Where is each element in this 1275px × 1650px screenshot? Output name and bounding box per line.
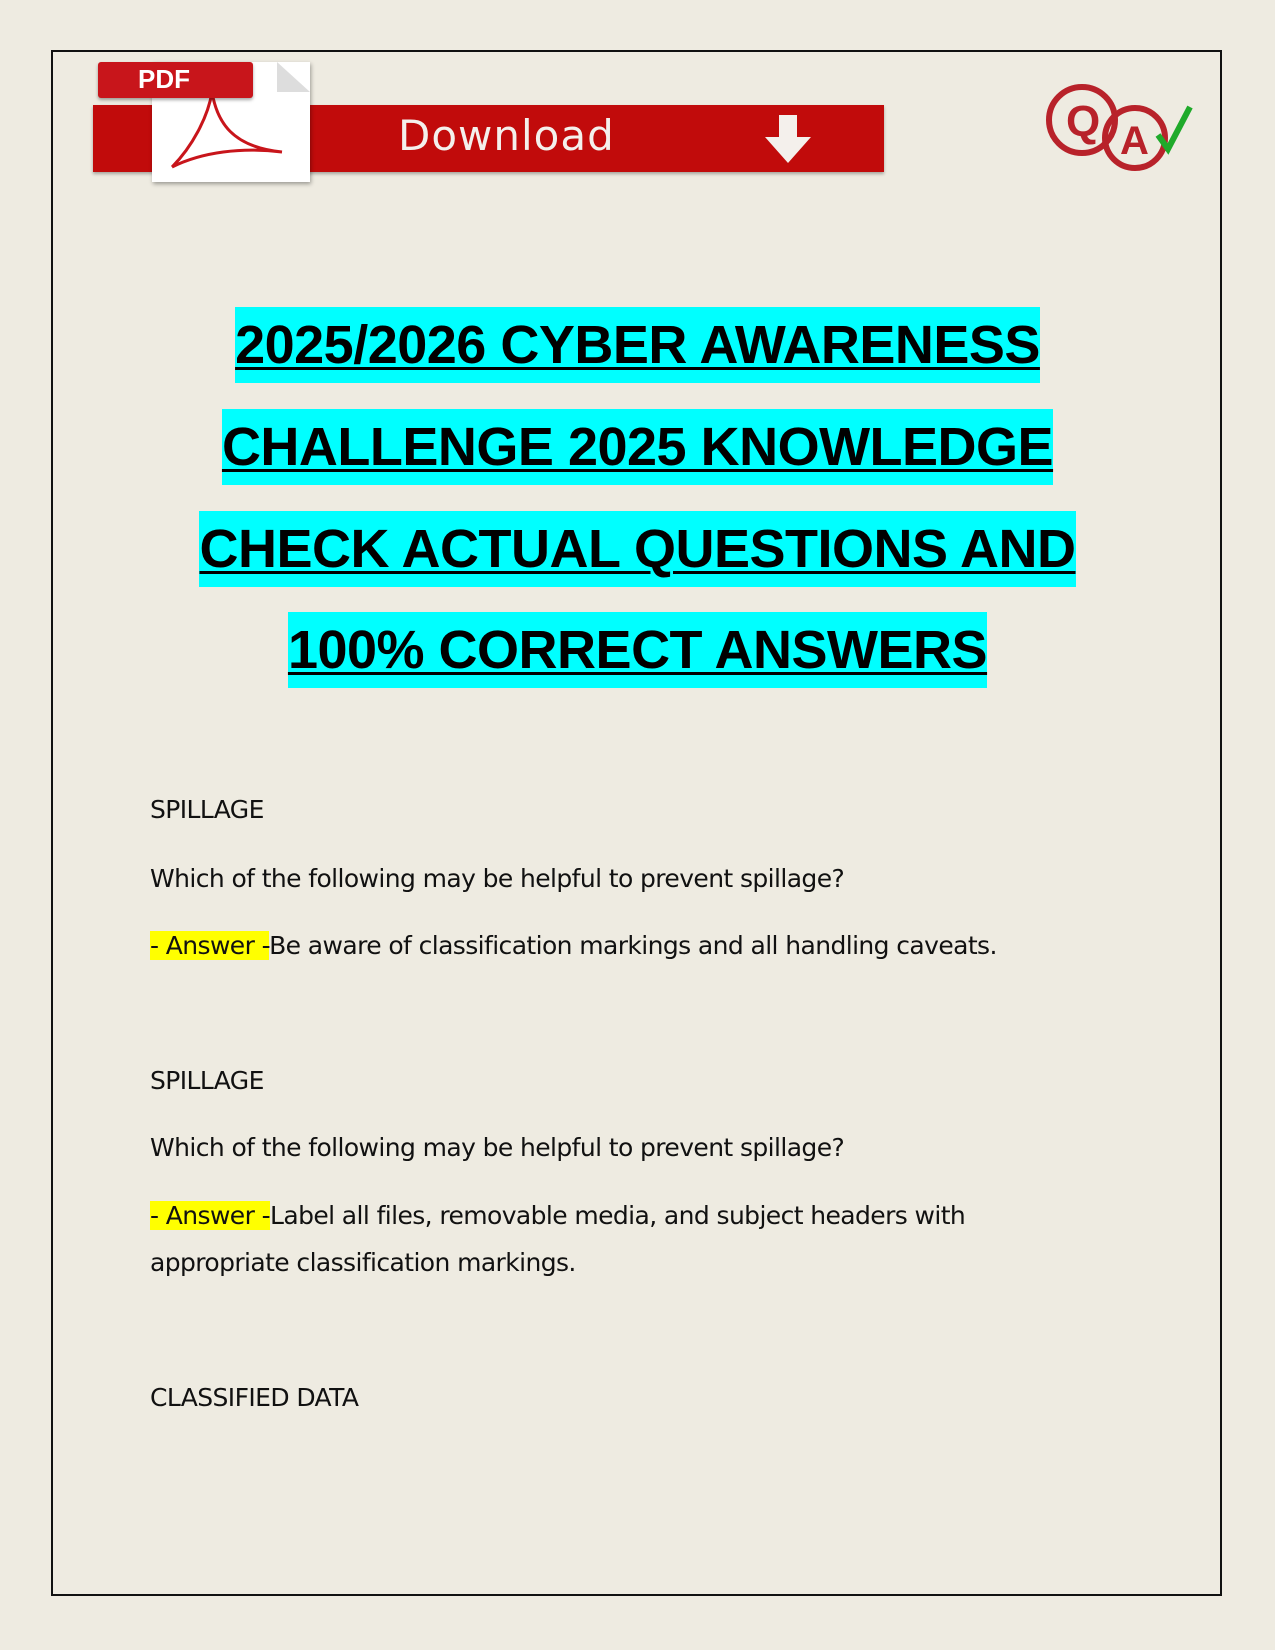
question-text: Which of the following may be helpful to prevent spillage? <box>150 1133 845 1162</box>
title-line: CHALLENGE 2025 KNOWLEDGE <box>0 420 1275 474</box>
svg-text:A: A <box>1120 119 1149 163</box>
download-label: Download <box>398 111 615 160</box>
answer-text <box>150 1201 965 1230</box>
question-text: Which of the following may be helpful to prevent spillage? <box>150 864 845 893</box>
category-heading: SPILLAGE <box>150 795 264 824</box>
title-line: CHECK ACTUAL QUESTIONS AND <box>0 522 1275 576</box>
answer-line: Be aware of classification markings and all handling caveats. <box>269 931 997 960</box>
category-heading: SPILLAGE <box>150 1066 264 1095</box>
title-line: 2025/2026 CYBER AWARENESS <box>0 318 1275 372</box>
qa-logo-icon <box>1040 80 1210 180</box>
answer-text <box>150 931 997 960</box>
answer-prefix: - Answer - <box>150 1201 271 1230</box>
answer-prefix: - Answer - <box>150 931 270 960</box>
category-heading: CLASSIFIED DATA <box>150 1383 359 1412</box>
answer-line: Label all files, removable media, and subject headers with <box>270 1201 966 1230</box>
svg-text:Q: Q <box>1066 97 1101 146</box>
title-line: 100% CORRECT ANSWERS <box>0 623 1275 677</box>
answer-line: appropriate classification markings. <box>150 1248 576 1277</box>
download-arrow-icon <box>761 115 815 163</box>
pdf-badge <box>98 62 253 98</box>
pdf-label: PDF <box>138 64 190 94</box>
